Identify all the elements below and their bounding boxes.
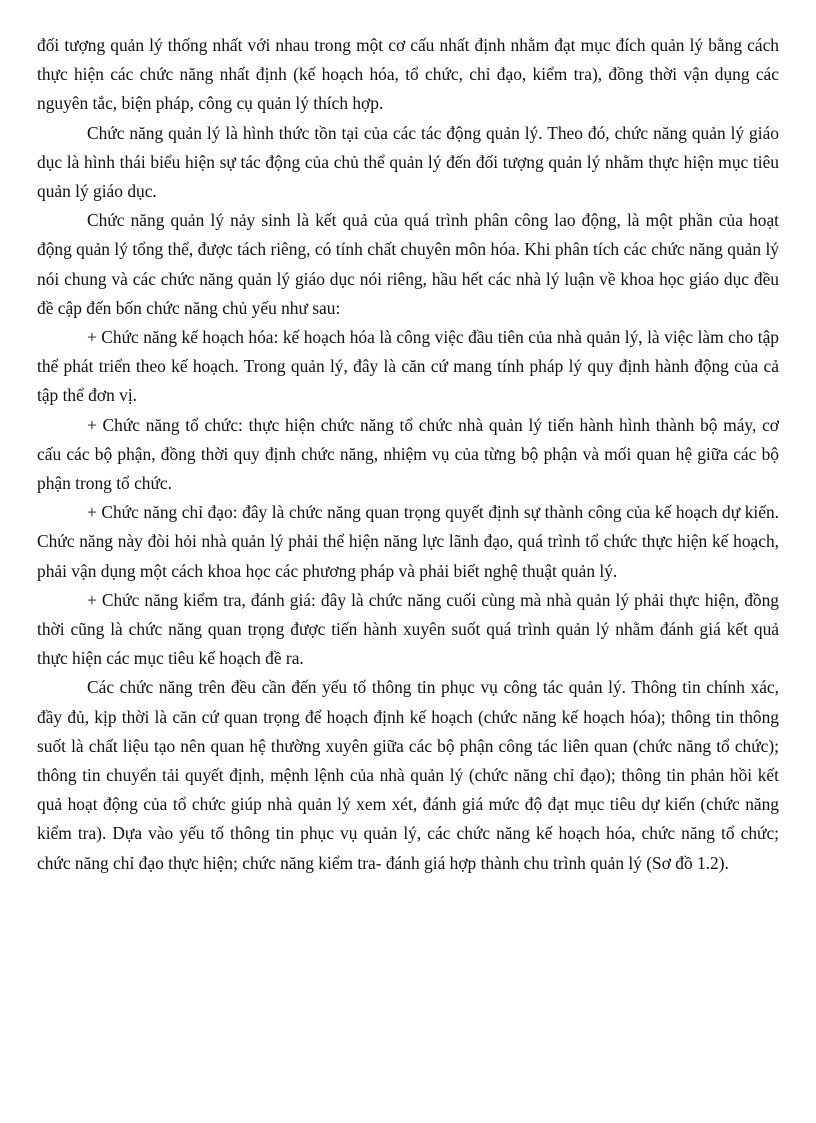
paragraph-four-main-functions: Chức năng quản lý nảy sinh là kết quả của quá trình phân công lao động, là một phần của hoạt động quản lý tổng thể, được tách riêng, có tính chất chuyên môn hóa. Khi phân tích các chức năng quản lý nói chung và các chức năng quản lý giáo dục nói riêng, hầu hết các nhà lý luận về khoa học giáo dục đều đề cập đến bốn chức năng chủ yếu như sau: bbox=[37, 210, 779, 318]
paragraph-management-functions-definition: Chức năng quản lý là hình thức tồn tại của các tác động quản lý. Theo đó, chức năng quản lý giáo dục là hình thái biểu hiện sự tác động của chủ thể quản lý đến đối tượng quản lý nhằm thực hiện mục tiêu quản lý giáo dục. bbox=[37, 122, 779, 202]
paragraph-management-definition-continued: đối tượng quản lý thống nhất với nhau trong một cơ cấu nhất định nhằm đạt mục đích quản lý bằng cách thực hiện các chức năng nhất định (kế hoạch hóa, tổ chức, chỉ đạo, kiểm tra), đồng thời vận dụng các nguyên tắc, biện pháp, công cụ quản lý thích hợp. bbox=[37, 35, 779, 114]
paragraph-organizing-function: + Chức năng tổ chức: thực hiện chức năng tổ chức nhà quản lý tiến hành hình thành bộ máy, cơ cấu các bộ phận, đồng thời quy định chức năng, nhiệm vụ của từng bộ phận và mối quan hệ giữa các bộ phận trong tổ chức. bbox=[37, 414, 779, 494]
paragraph-directing-function: + Chức năng chỉ đạo: đây là chức năng quan trọng quyết định sự thành công của kế hoạch dự kiến. Chức năng này đòi hỏi nhà quản lý phải thể hiện năng lực lãnh đạo, quá trình tổ chức thực hiện kế hoạch, phải vận dụng một cách khoa học các phương pháp và phải biết nghệ thuật quản lý. bbox=[37, 502, 779, 581]
paragraph-controlling-function: + Chức năng kiểm tra, đánh giá: đây là chức năng cuối cùng mà nhà quản lý phải thực hiện, đồng thời cũng là chức năng quan trọng được tiến hành xuyên suốt quá trình quản lý nhằm đánh giá kết quả thực hiện các mục tiêu kế hoạch đề ra. bbox=[37, 589, 779, 669]
paragraph-planning-function: + Chức năng kế hoạch hóa: kế hoạch hóa là công việc đầu tiên của nhà quản lý, là việc làm cho tập thể phát triển theo kế hoạch. Trong quản lý, đây là căn cứ mang tính pháp lý quy định hành động của cả tập thể đơn vị. bbox=[37, 327, 779, 406]
paragraph-information-role: Các chức năng trên đều cần đến yếu tố thông tin phục vụ công tác quản lý. Thông tin chính xác, đầy đủ, kịp thời là căn cứ quan trọng để hoạch định kế hoạch (chức năng kế hoạch hóa); thông tin thông suốt là chất liệu tạo nên quan hệ thường xuyên giữa các bộ phận công tác liên quan (chức năng tổ chức); thông tin chuyển tải quyết định, mệnh lệnh của nhà quản lý (chức năng chỉ đạo); thông tin phản hồi kết quả hoạt động của tổ chức giúp nhà quản lý xem xét, đánh giá mức độ đạt mục tiêu dự kiến (chức năng kiểm tra). Dựa vào yếu tố thông tin phục vụ quản lý, các chức năng kế hoạch hóa, chức năng tổ chức; chức năng chỉ đạo thực hiện; chức năng kiểm tra- đánh giá hợp thành chu trình quản lý (Sơ đồ 1.2). bbox=[37, 677, 779, 873]
document-page bbox=[37, 31, 779, 878]
